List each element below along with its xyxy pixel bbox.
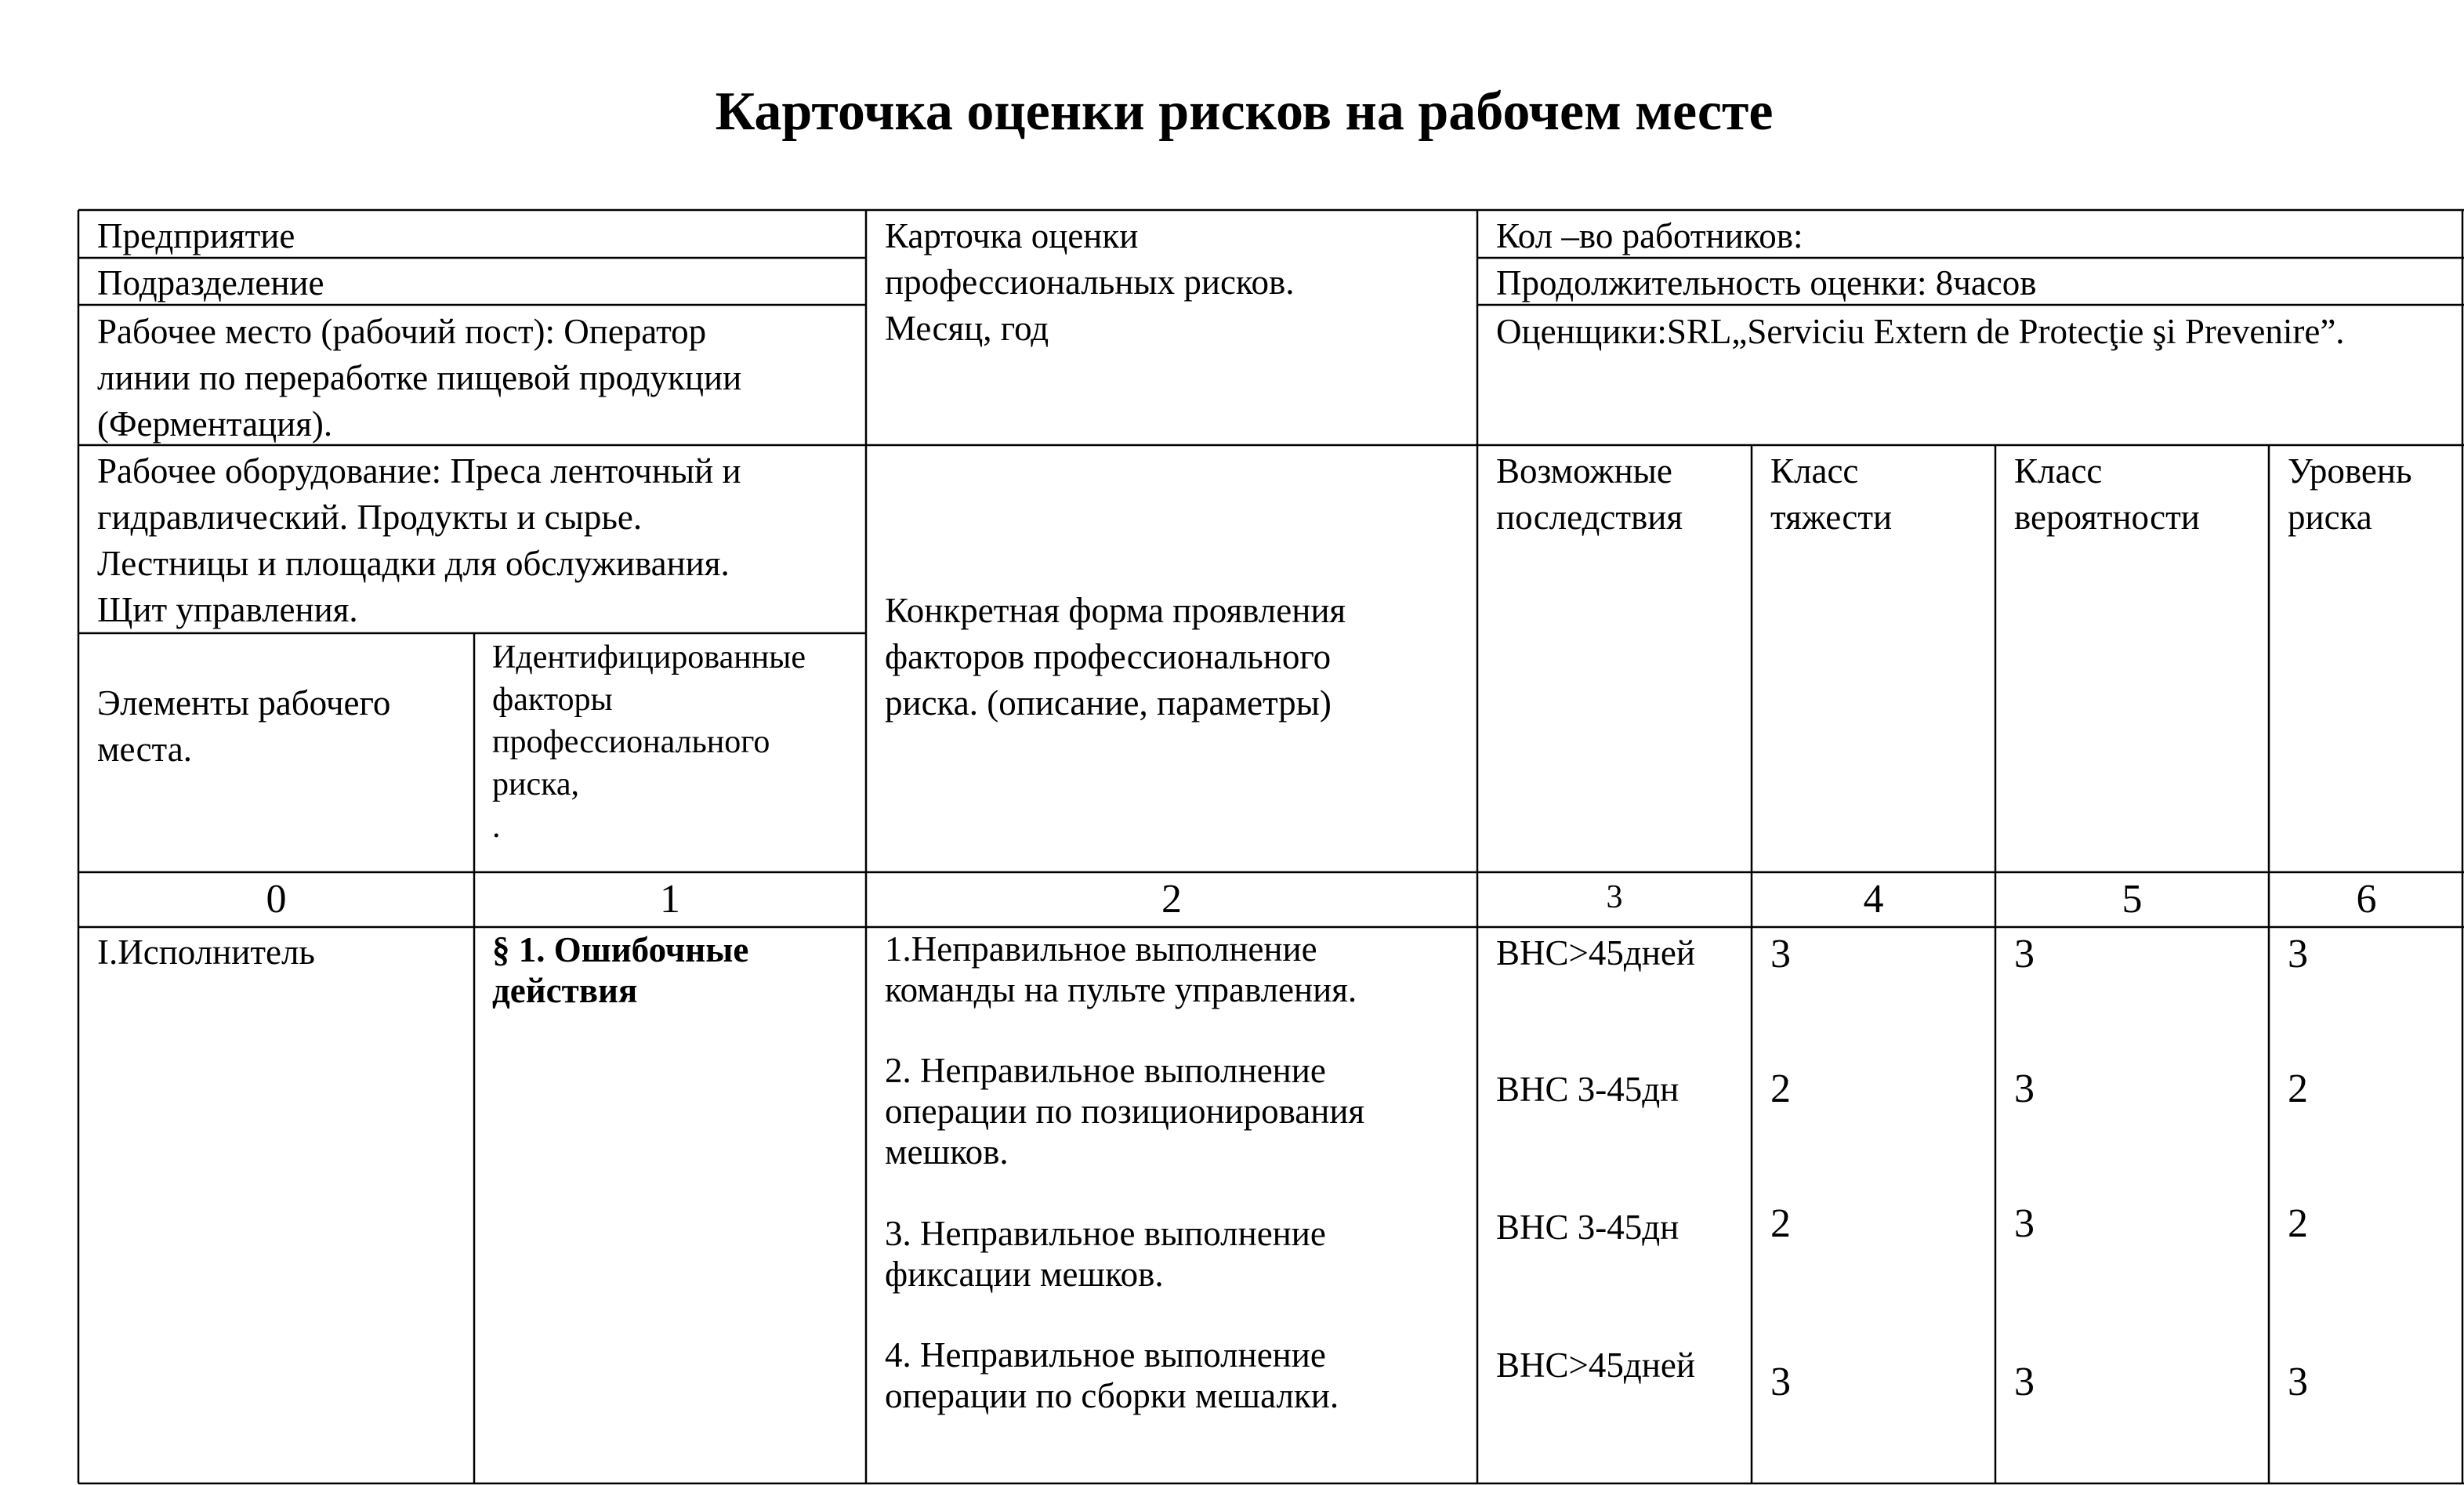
risk-description: 1.Неправильное выполнение команды на пульте управления.: [885, 929, 1357, 1009]
column-header-form: Конкретная форма проявления факторов профессионального риска. (описание, параметры): [885, 591, 1346, 723]
risk-level: 2: [2288, 1201, 2308, 1246]
column-header-factors: Идентифицированные факторы профессионального риска, .: [492, 639, 806, 845]
column-number: 5: [2122, 877, 2143, 922]
assessors-label: Оценщики:SRL„Serviciu Extern de Protecţie şi Prevenire”.: [1496, 312, 2345, 351]
equipment-label: Рабочее оборудование: Преса ленточный и гидравлический. Продукты и сырье. Лестницы и площадки для обслуживания. Щит управления.: [97, 451, 741, 629]
column-header-risk-level: Уровень риска: [2288, 451, 2412, 537]
column-number: 2: [1161, 877, 1182, 922]
risk-consequence: ВНС>45дней: [1496, 933, 1695, 972]
risk-probability: 3: [2014, 1201, 2035, 1246]
risk-severity: 2: [1770, 1067, 1791, 1111]
risk-severity: 3: [1770, 932, 1791, 976]
workplace-label: Рабочее место (рабочий пост): Оператор линии по переработке пищевой продукции (Ферментация).: [97, 312, 742, 444]
risk-consequence: ВНС 3-45дн: [1496, 1208, 1680, 1247]
enterprise-label: Предприятие: [97, 216, 295, 255]
section-element: I.Исполнитель: [97, 933, 315, 972]
risk-level: 2: [2288, 1067, 2308, 1111]
risk-level: 3: [2288, 1360, 2308, 1404]
column-number: 6: [2356, 877, 2377, 922]
column-header-probability: Класс вероятности: [2014, 451, 2200, 537]
column-number: 3: [1606, 879, 1623, 915]
workers-count-label: Кол –во работников:: [1496, 216, 1803, 255]
risk-severity: 2: [1770, 1201, 1791, 1246]
column-number: 1: [660, 877, 680, 922]
risk-consequence: ВНС 3-45дн: [1496, 1070, 1680, 1109]
section-factor: § 1. Ошибочные действия: [492, 930, 749, 1010]
column-header-consequences: Возможные последствия: [1496, 451, 1683, 537]
duration-label: Продолжительность оценки: 8часов: [1496, 263, 2037, 302]
risk-severity: 3: [1770, 1360, 1791, 1404]
risk-description: 4. Неправильное выполнение операции по сборки мешалки.: [885, 1335, 1339, 1415]
risk-description: 2. Неправильное выполнение операции по позиционирования мешков.: [885, 1051, 1365, 1172]
risk-description: 3. Неправильное выполнение фиксации мешков.: [885, 1214, 1326, 1294]
risk-probability: 3: [2014, 1360, 2035, 1404]
department-label: Подразделение: [97, 263, 324, 302]
column-number: 0: [266, 877, 287, 922]
column-number: 4: [1863, 877, 1884, 922]
document-title: Карточка оценки рисков на рабочем месте: [715, 81, 1774, 142]
risk-probability: 3: [2014, 1067, 2035, 1111]
risk-probability: 3: [2014, 932, 2035, 976]
card-title: Карточка оценки профессиональных рисков. Месяц, год: [885, 216, 1295, 348]
risk-consequence: ВНС>45дней: [1496, 1346, 1695, 1385]
column-header-severity: Класс тяжести: [1770, 451, 1893, 537]
column-header-elements: Элементы рабочего места.: [97, 683, 391, 769]
risk-level: 3: [2288, 932, 2308, 976]
